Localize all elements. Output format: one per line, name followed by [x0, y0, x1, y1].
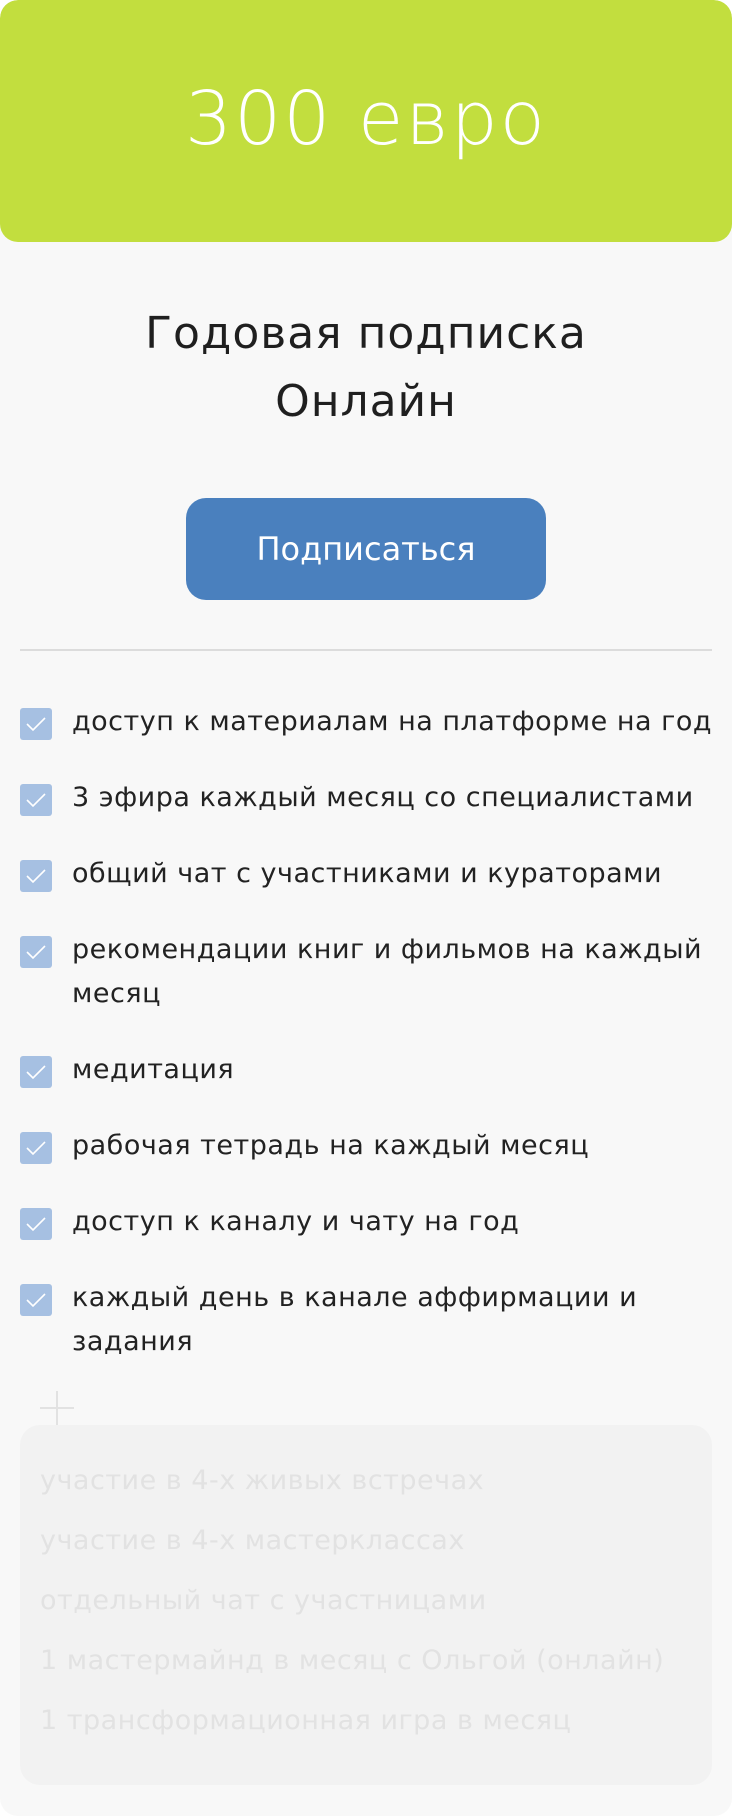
feature-item — [20, 700, 720, 744]
plus-icon[interactable] — [40, 1391, 74, 1425]
extras-panel — [20, 1425, 712, 1785]
feature-label: 3 эфира каждый месяц со специалистами — [72, 782, 694, 813]
checkmark-icon — [20, 1284, 52, 1316]
feature-label: общий чат с участниками и кураторами — [72, 858, 663, 889]
extra-item: 1 мастермайнд в месяц с Ольгой (онлайн) — [40, 1645, 665, 1676]
feature-label: доступ к материалам на платформе на год — [72, 706, 713, 737]
checkmark-icon — [20, 784, 52, 816]
feature-item — [20, 852, 720, 896]
checkmark-icon — [20, 1056, 52, 1088]
feature-label: доступ к каналу и чату на год — [72, 1206, 520, 1237]
checkmark-icon — [20, 708, 52, 740]
feature-item — [20, 1276, 720, 1364]
checkmark-icon — [20, 1132, 52, 1164]
feature-item — [20, 1048, 720, 1092]
feature-label: каждый день в канале аффирмации и задания — [72, 1282, 638, 1357]
feature-item — [20, 1124, 720, 1168]
checkmark-icon — [20, 936, 52, 968]
extras-list — [40, 1461, 664, 1761]
feature-item — [20, 1200, 720, 1244]
plan-title-line-2: Онлайн — [275, 376, 457, 427]
plan-title-line-1: Годовая подписка — [145, 308, 587, 359]
extra-item: участие в 4-х живых встречах — [40, 1465, 485, 1496]
checkmark-icon — [20, 1208, 52, 1240]
feature-label: рабочая тетрадь на каждый месяц — [72, 1130, 590, 1161]
checkmark-icon — [20, 860, 52, 892]
feature-label: медитация — [72, 1054, 235, 1085]
price-label: 300 евро — [185, 76, 547, 162]
price-banner — [0, 0, 732, 242]
extra-item: участие в 4-х мастерклассах — [40, 1525, 465, 1556]
feature-item — [20, 776, 720, 820]
feature-label: рекомендации книг и фильмов на каждый месяц — [72, 934, 703, 1009]
divider — [20, 649, 712, 651]
feature-item — [20, 928, 720, 1016]
plan-title — [0, 300, 732, 436]
extra-item: 1 трансформационная игра в месяц — [40, 1705, 572, 1736]
features-list — [20, 700, 720, 1396]
extra-item: отдельный чат с участницами — [40, 1585, 487, 1616]
subscribe-button[interactable]: Подписаться — [186, 498, 546, 600]
